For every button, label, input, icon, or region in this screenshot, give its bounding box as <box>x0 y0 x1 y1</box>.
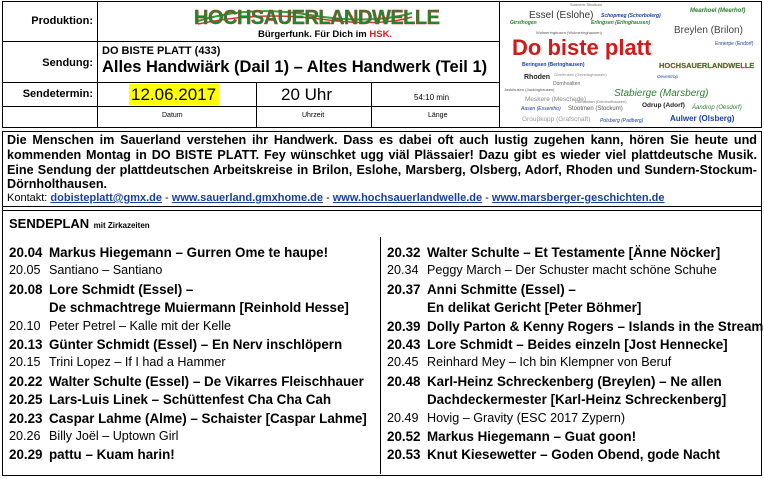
schedule-entry <box>9 337 342 352</box>
schedule-heading <box>9 215 150 233</box>
wc-word: Oeventrop <box>657 74 679 79</box>
schedule-entry <box>9 319 231 334</box>
schedule-entry <box>9 282 193 297</box>
logo-tagline <box>258 29 392 40</box>
contact-email-link[interactable]: dobisteplatt@gmx.de <box>50 192 162 204</box>
header-divider <box>2 41 499 42</box>
schedule-entry <box>387 429 636 444</box>
wc-word: Erlingsen (Erlinghausen) <box>591 20 651 26</box>
entry-title: Lars-Luis Linek – Schüttenfest Cha Cha Cah <box>49 392 332 408</box>
schedule-divider <box>380 237 381 474</box>
entry-title: Peter Petrel – Kalle mit der Kelle <box>49 318 231 333</box>
entry-time: 20.25 <box>9 392 43 408</box>
word-cloud <box>500 2 761 127</box>
header-divider <box>2 82 499 83</box>
entry-title: Dolly Parton & Kenny Rogers – Islands in the Stream <box>427 318 764 334</box>
date-caption: Datum <box>162 112 183 119</box>
entry-title: Trini Lopez – If I had a Hammer <box>49 355 226 370</box>
entry-title: Caspar Lahme (Alme) – Schaister [Caspar Lahme] <box>49 410 367 426</box>
link-sauerland[interactable]: www.sauerland.gmxhome.de <box>171 192 323 204</box>
contact-line <box>7 192 664 204</box>
schedule-entry <box>9 374 364 389</box>
wc-word: Rhoden <box>524 74 551 81</box>
link-separator: - <box>322 192 333 204</box>
schedule-subtitle: mit Zirkazeiten <box>93 221 150 230</box>
entry-time: 20.52 <box>387 429 421 444</box>
schedule-right-column <box>387 245 764 470</box>
entry-title: Markus Hiegemann – Gurren Ome te haupe! <box>49 245 329 260</box>
entry-time: 20.37 <box>387 281 421 297</box>
wc-word: Dörnhoalten <box>553 81 581 87</box>
schedule-entry <box>387 355 671 370</box>
entry-title: Billy Joël – Uptown Girl <box>49 429 179 443</box>
schedule-entry <box>387 447 720 462</box>
link-marsberger[interactable]: www.marsberger-geschichten.de <box>491 192 665 204</box>
entry-title: Santiano – Santiano <box>49 263 163 278</box>
entry-title: Karl-Heinz Schreckenberg (Breylen) – Ne allen <box>427 373 722 389</box>
intro-text: Die Menschen im Sauerland verstehen ihr Handwerk. Dass es dabei oft auch lustig zugehen kann, hören Sie heute und kommenden Montag in DO BISTE PLATT. Fey wünschket ugg viäl Plässaier! Dazu gibt es wieder viel plattdeutsche Musik. Eine Sendung der plattdeutschen Arbeitskreise in Brilon, Eslohe, Marsberg, Olsberg, Adorf, Rhoden und Sundern-Stockum-Dörnholthausen. <box>7 133 757 192</box>
entry-time: 20.23 <box>9 410 43 426</box>
header-divider <box>256 82 257 128</box>
schedule-entry <box>9 429 178 444</box>
schedule-entry <box>9 263 162 278</box>
entry-time: 20.53 <box>387 447 421 463</box>
entry-time: 20.26 <box>9 429 41 443</box>
wc-word: Stabierge (Marsberg) <box>614 88 709 99</box>
header-divider <box>97 1 98 128</box>
link-separator: - <box>482 192 492 204</box>
logo-tagline-hsk: HSK. <box>369 29 393 40</box>
entry-time: 20.39 <box>387 318 421 334</box>
logo-tagline-text: Bürgerfunk. Für Dich im <box>258 29 370 40</box>
entry-time: 20.29 <box>9 447 43 463</box>
wc-word: Grouβkopp (Grafschaft) <box>522 116 591 123</box>
wc-word: Polsberg (Padberg) <box>600 118 644 124</box>
wc-word: Givelhusen (Gevelinghausen) <box>554 72 607 77</box>
schedule-entry <box>9 245 328 260</box>
schedule-entry <box>387 245 720 260</box>
entry-time: 20.13 <box>9 337 43 352</box>
entry-time: 20.15 <box>9 355 41 370</box>
schedule-entry <box>387 411 625 426</box>
wc-logo: HOCHSAUERLANDWELLE <box>659 61 755 70</box>
schedule-entry <box>387 263 717 278</box>
wc-word: Sunnern-Stockum <box>570 2 603 7</box>
show-code: DO BISTE PLATT (433) <box>102 45 221 57</box>
length-caption: Länge <box>428 112 448 119</box>
broadcast-time: 20 Uhr <box>281 85 333 104</box>
entry-title: De schmachtrege Muiermann [Reinhold Hesse] <box>49 300 349 316</box>
entry-time: 20.32 <box>387 245 421 260</box>
schedule-entry <box>387 300 641 315</box>
wc-word: Meskere (Meschede) <box>525 96 587 103</box>
wc-word: Breylen (Brilon) <box>674 25 743 36</box>
wc-word: Beringsen (Beringhausen) <box>522 62 585 68</box>
header-divider <box>2 106 499 107</box>
broadcast-date: 12.06.2017 <box>131 85 217 104</box>
entry-title: En delikat Gericht [Peter Böhmer] <box>427 300 642 316</box>
wc-word: Mearhoel (Meerhof) <box>690 8 746 14</box>
sendung-label: Sendung: <box>42 57 93 69</box>
wc-word: Jaskihusen (Jackinghausen) <box>504 87 555 92</box>
wc-word: Essel (Eslohe) <box>529 10 594 21</box>
entry-title: Markus Hiegemann – Guat goon! <box>427 429 637 444</box>
schedule-left-column <box>9 245 379 470</box>
schedule-entry <box>387 282 576 297</box>
station-logo <box>190 3 440 41</box>
entry-title: Reinhard Mey – Ich bin Klempner von Beruf <box>427 355 672 370</box>
entry-title: Günter Schmidt (Essel) – En Nerv inschlöpern <box>49 337 343 352</box>
entry-title: Peggy March – Der Schuster macht schöne Schuhe <box>427 263 717 278</box>
schedule-entry <box>387 374 722 389</box>
show-title: Alles Handwiärk (Dail 1) – Altes Handwerk (Teil 1) <box>102 58 488 76</box>
entry-title: Lore Schmidt (Essel) – <box>49 281 194 297</box>
wc-word: Aasen (Essentho) <box>521 106 561 112</box>
wc-big-title: Do biste platt <box>512 35 652 60</box>
wc-word: Ennerpe (Endorf) <box>715 41 754 47</box>
broadcast-length: 54:10 min <box>414 93 450 102</box>
link-separator: - <box>162 192 172 204</box>
schedule-entry <box>9 300 349 315</box>
wc-word: Odrup (Adorf) <box>642 102 685 109</box>
logo-text: HOCHSAUERLANDWELLE <box>194 7 440 29</box>
header-divider <box>371 82 372 128</box>
entry-time: 20.48 <box>387 373 421 389</box>
entry-title: Walter Schulte (Essel) – De Vikarres Fleischhauer <box>49 373 364 389</box>
entry-time: 20.49 <box>387 410 419 425</box>
entry-time: 20.45 <box>387 355 419 370</box>
entry-time: 20.05 <box>9 263 41 278</box>
entry-title: Anni Schmitte (Essel) – <box>427 281 576 297</box>
entry-time: 20.04 <box>9 245 43 260</box>
entry-time: 20.43 <box>387 337 421 352</box>
sendetermin-label: Sendetermin: <box>22 88 93 100</box>
wc-word: Girsthogen <box>510 20 537 26</box>
schedule-entry <box>9 411 367 426</box>
wc-word: Stootmen (Stockum) <box>568 106 623 112</box>
wc-word: Schopmeg (Schorbolerg) <box>601 13 661 19</box>
entry-title: Lore Schmidt – Beides einzeln [Jost Hennecke] <box>427 337 728 352</box>
wc-word: Dörnholten (Dörnholthausen) <box>575 99 627 104</box>
contact-label: Kontakt: <box>7 192 48 204</box>
entry-title: pattu – Kuam harin! <box>49 447 175 463</box>
produktion-label: Produktion: <box>31 15 93 27</box>
entry-title: Hovig – Gravity (ESC 2017 Zypern) <box>427 410 626 425</box>
schedule-entry <box>9 392 331 407</box>
schedule-entry <box>387 337 728 352</box>
entry-time: 20.08 <box>9 281 43 297</box>
time-caption: Uhrzeit <box>302 112 325 119</box>
schedule-entry <box>9 447 175 462</box>
schedule-entry <box>387 392 726 407</box>
entry-title: Dachdeckermester [Karl-Heinz Schreckenberg] <box>427 392 727 408</box>
link-hochsauerlandwelle[interactable]: www.hochsauerlandwelle.de <box>332 192 483 204</box>
schedule-entry <box>9 355 226 370</box>
wc-word: Aulwer (Olsberg) <box>670 114 735 123</box>
wc-word: Äandrop (Oesdorf) <box>692 105 742 111</box>
schedule-title: SENDEPLAN <box>9 216 90 231</box>
schedule-entry <box>387 319 763 334</box>
entry-time: 20.10 <box>9 318 41 333</box>
entry-title: Walter Schulte – Et Testamente [Änne Nöcker] <box>427 245 721 260</box>
wc-word: Wulmeringhusen (Wulmeringhausen) <box>536 30 602 35</box>
entry-time: 20.34 <box>387 263 419 278</box>
entry-title: Knut Kiesewetter – Goden Obend, gode Nacht <box>427 447 721 463</box>
entry-time: 20.22 <box>9 373 43 389</box>
